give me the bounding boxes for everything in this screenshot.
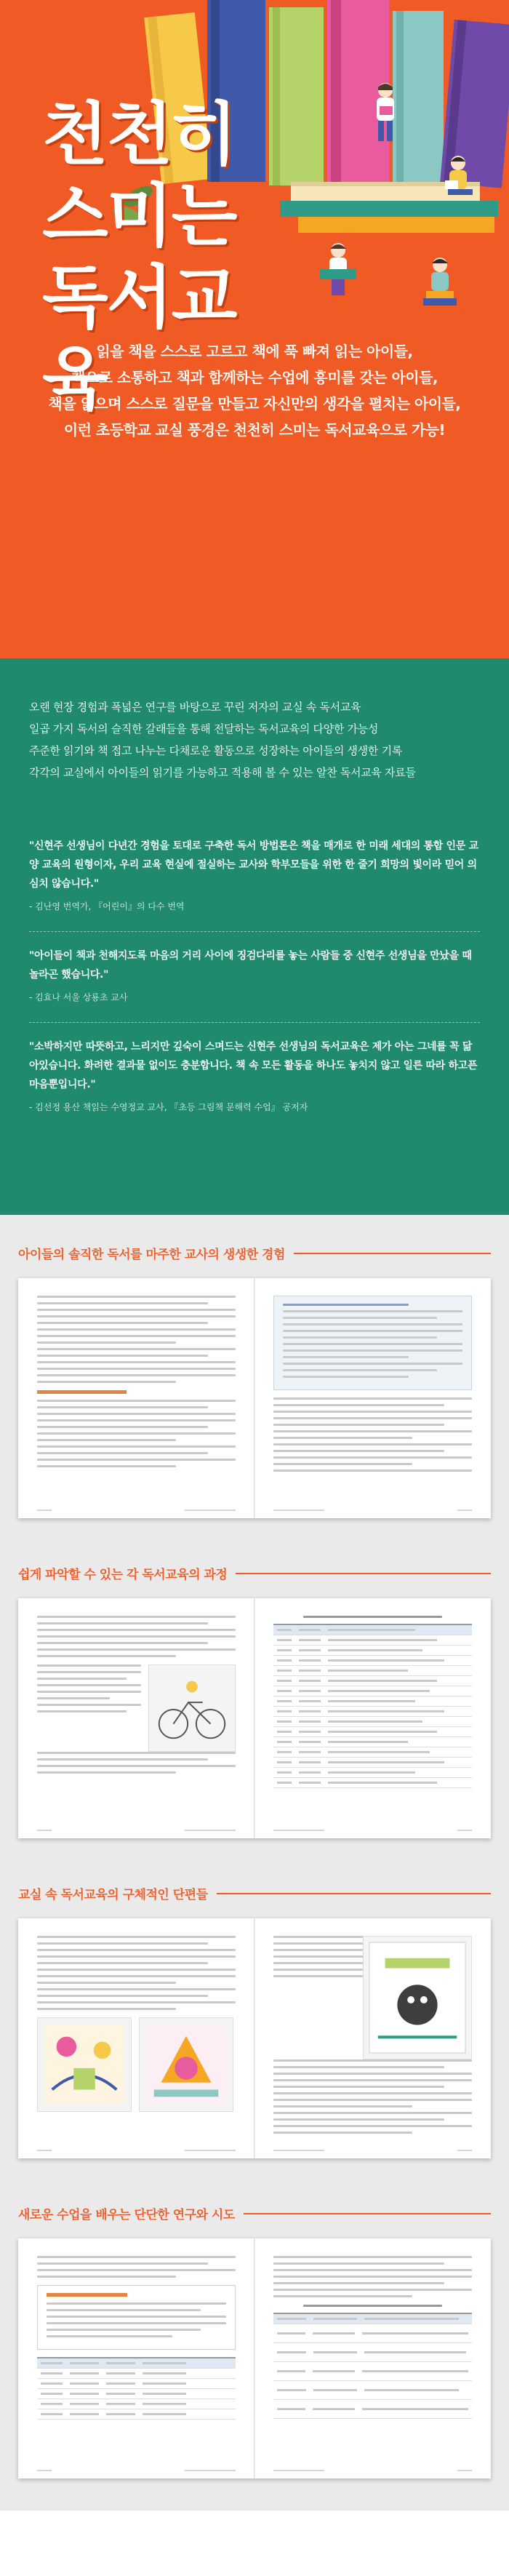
hero-banner (0, 0, 509, 658)
hero-description (0, 338, 509, 443)
section-classroom-fragments (0, 1864, 509, 2184)
section-title: 교실 속 독서교육의 구체적인 단편들 (18, 1888, 208, 1902)
student-artwork-image (139, 2017, 233, 2112)
reading-table (273, 2313, 472, 2419)
bicycle-drawing-image (148, 1664, 236, 1752)
book-spread-preview (18, 2238, 491, 2479)
section-divider (294, 1253, 491, 1254)
section-divider (244, 2213, 491, 2214)
book-spread-preview (18, 1278, 491, 1518)
intro-and-reviews (0, 658, 509, 1215)
student-artwork-image (37, 2017, 132, 2112)
intro-points (0, 658, 509, 783)
process-table (273, 1624, 472, 1788)
review-quote: "아이들이 책과 천해지도록 마음의 거리 사이에 징검다리를 놓는 사람들 중 신현주 선생님을 만났을 때 놀라곤 했습니다." (29, 950, 472, 981)
hero-description-line: 책으로 소통하고 책과 함께하는 수업에 흥미를 갖는 아이들, (71, 369, 438, 386)
hero-title-line-1: 천천히 (42, 95, 236, 175)
right-page (254, 2238, 491, 2479)
review-list (29, 822, 480, 1132)
review-quote: "소박하지만 따뜻하고, 느리지만 깊숙이 스며드는 신현주 선생님의 독서교육은 제가 아는 그네를 꼭 닮아있습니다. 화려한 결과물 없이도 충분합니다. 책 속 모든 활동을 하나도 놓치지 않고 일른 따라 하고픈 마음뿐입니다." (29, 1041, 478, 1090)
hero-description-line: 읽을 책을 스스로 고르고 책에 푹 빠져 읽는 아이들, (96, 343, 413, 360)
student-drawing-image (363, 1936, 472, 2059)
review-item (29, 1023, 480, 1132)
review-author: - 김선정 용산 책읽는 수영정교 교사, 『초등 그림책 문해력 수업』 공저자 (29, 1102, 308, 1112)
section-divider (236, 1573, 491, 1574)
section-title: 아이들의 솔직한 독서를 마주한 교사의 생생한 경험 (18, 1248, 285, 1262)
hero-description-line: 이런 초등학교 교실 풍경은 천천히 스미는 독서교육으로 가능! (63, 421, 446, 439)
intro-line: 일곱 가지 독서의 슬직한 갈래들을 통해 전달하는 독서교육의 다양한 가능성 (29, 722, 379, 735)
hero-description-line: 책을 읽으며 스스로 질문을 만들고 자신만의 생각을 펼치는 아이들, (48, 395, 461, 412)
child-reading-on-books-figure (414, 255, 465, 313)
sitting-child-figure (436, 153, 480, 211)
section-research-attempts (0, 2184, 509, 2511)
intro-line: 오랜 현장 경험과 폭넓은 연구를 바탕으로 꾸린 저자의 교실 속 독서교육 (29, 701, 361, 714)
section-header (18, 1884, 491, 1902)
lesson-table (37, 2357, 236, 2420)
section-header (18, 1564, 491, 1582)
section-header (18, 2204, 491, 2222)
left-page (18, 1598, 254, 1838)
intro-line: 주준한 읽기와 책 접고 나누는 다채로운 활동으로 성장하는 아이들의 생생한 기록 (29, 744, 402, 757)
section-reading-process (0, 1544, 509, 1864)
right-page (254, 1918, 491, 2158)
review-item (29, 932, 480, 1023)
hero-title-line-3: 독서교육 (42, 258, 236, 419)
intro-line: 각각의 교실에서 아이들의 읽기를 가능하고 적용해 볼 수 있는 알찬 독서교육 자료들 (29, 766, 416, 779)
child-with-book-figure (313, 240, 364, 298)
highlight-box (37, 2285, 236, 2350)
section-teacher-experience (0, 1215, 509, 1544)
checklist-box (273, 1296, 472, 1390)
left-page (18, 1278, 254, 1518)
review-quote: "신현주 선생님이 다년간 경험을 토대로 구축한 독서 방법론은 책을 매개로 한 미래 세대의 통합 인문 교양 교육의 원형이자, 우리 교육 현실에 절실하는 교사와 학부모들을 위한 한 줄기 희망의 빛이라 믿어 의심치 않습니다." (29, 840, 478, 890)
book-spread-preview (18, 1918, 491, 2158)
right-page (254, 1278, 491, 1518)
left-page (18, 1918, 254, 2158)
reading-child-figure (364, 80, 407, 145)
section-header (18, 1244, 491, 1262)
review-author: - 김난영 번역가, 『어린이』의 다수 번역 (29, 901, 185, 912)
section-title: 새로운 수업을 배우는 단단한 연구와 시도 (18, 2208, 235, 2222)
section-divider (217, 1893, 491, 1894)
right-page (254, 1598, 491, 1838)
review-author: - 김효나 서울 상룡초 교사 (29, 992, 128, 1002)
hero-title-line-2: 스미는 (42, 177, 236, 256)
book-spread-preview (18, 1598, 491, 1838)
section-title: 쉽게 파악할 수 있는 각 독서교육의 과정 (18, 1568, 228, 1582)
review-item (29, 822, 480, 932)
left-page (18, 2238, 254, 2479)
